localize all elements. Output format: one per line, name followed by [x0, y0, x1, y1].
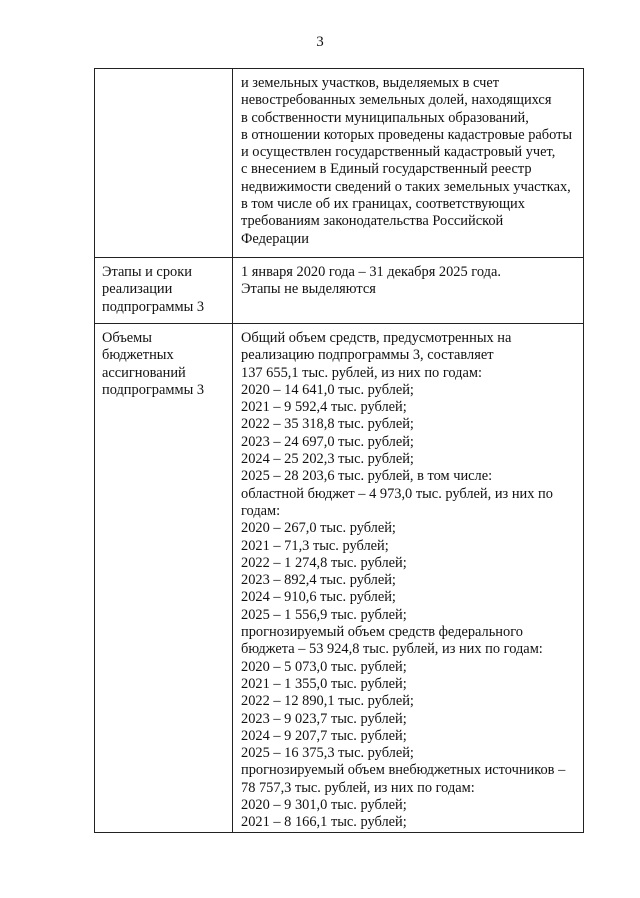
text-line: 2020 – 5 073,0 тыс. рублей; [241, 658, 407, 675]
passport-table [94, 68, 584, 833]
label-line: Объемы [102, 330, 152, 346]
table-row-stages [95, 258, 584, 324]
text-line: Федерации [241, 230, 309, 247]
text-line: 2022 – 1 274,8 тыс. рублей; [241, 554, 407, 571]
text-line: 2023 – 24 697,0 тыс. рублей; [241, 433, 414, 450]
text-line: в собственности муниципальных образований, [241, 109, 529, 126]
text-line: 2024 – 25 202,3 тыс. рублей; [241, 451, 414, 468]
row-label-cell [95, 69, 233, 258]
text-line: 2025 – 28 203,6 тыс. рублей, в том числе: [241, 468, 493, 485]
text-line: 2025 – 1 556,9 тыс. рублей; [241, 606, 407, 623]
row-content-cell [233, 258, 584, 324]
text-line: годам: [241, 502, 281, 519]
row-content-cell [233, 69, 584, 258]
text-line: и земельных участков, выделяемых в счет [241, 75, 500, 91]
label-line: ассигнований [102, 364, 186, 381]
text-line: в том числе об их границах, соответствующих [241, 196, 525, 213]
text-line: 137 655,1 тыс. рублей, из них по годам: [241, 364, 482, 381]
text-line: 2022 – 12 890,1 тыс. рублей; [241, 693, 414, 710]
table-row-funding [95, 324, 584, 833]
text-line: 2020 – 14 641,0 тыс. рублей; [241, 381, 414, 398]
text-line: 2020 – 267,0 тыс. рублей; [241, 520, 396, 537]
text-line: Этапы не выделяются [241, 281, 376, 298]
text-line: бюджета – 53 924,8 тыс. рублей, из них по годам: [241, 641, 543, 658]
label-line: подпрограммы 3 [102, 298, 205, 315]
text-line: 2022 – 35 318,8 тыс. рублей; [241, 416, 414, 433]
text-line: 2021 – 71,3 тыс. рублей; [241, 537, 389, 554]
text-line: 2025 – 16 375,3 тыс. рублей; [241, 745, 414, 762]
text-line: 2021 – 9 592,4 тыс. рублей; [241, 399, 407, 416]
label-line: подпрограммы 3 [102, 381, 205, 398]
text-line: 1 января 2020 года – 31 декабря 2025 года. [241, 264, 501, 280]
text-line: и осуществлен государственный кадастровый учет, [241, 144, 556, 161]
text-line: недвижимости сведений о таких земельных участках, [241, 178, 571, 195]
text-line: 78 757,3 тыс. рублей, из них по годам: [241, 779, 475, 796]
row-label-cell [95, 324, 233, 833]
row-label-cell [95, 258, 233, 324]
text-line: 2021 – 1 355,0 тыс. рублей; [241, 675, 407, 692]
text-line: в отношении которых проведены кадастровые работы [241, 126, 573, 143]
page-number: 3 [316, 34, 324, 50]
row-content-cell [233, 324, 584, 833]
label-line: бюджетных [102, 347, 174, 364]
text-line: прогнозируемый объем внебюджетных источников – [241, 762, 566, 779]
text-line: прогнозируемый объем средств федерального [241, 624, 523, 641]
text-line: 2024 – 9 207,7 тыс. рублей; [241, 727, 407, 744]
table-row-scope [95, 69, 584, 258]
text-line: реализацию подпрограммы 3, составляет [241, 347, 494, 364]
text-line: невостребованных земельных долей, находящихся [241, 92, 552, 109]
text-line: 2020 – 9 301,0 тыс. рублей; [241, 797, 407, 814]
text-line: требованиям законодательства Российской [241, 213, 504, 230]
text-line: областной бюджет – 4 973,0 тыс. рублей, из них по [241, 485, 553, 502]
text-line: с внесением в Единый государственный реестр [241, 161, 532, 178]
label-line: реализации [102, 281, 173, 298]
text-line: 2024 – 910,6 тыс. рублей; [241, 589, 396, 606]
text-line: 2023 – 9 023,7 тыс. рублей; [241, 710, 407, 727]
label-line: Этапы и сроки [102, 264, 192, 280]
text-line: 2023 – 892,4 тыс. рублей; [241, 572, 396, 589]
text-line: Общий объем средств, предусмотренных на [241, 330, 512, 346]
text-line: 2021 – 8 166,1 тыс. рублей; [241, 814, 407, 831]
